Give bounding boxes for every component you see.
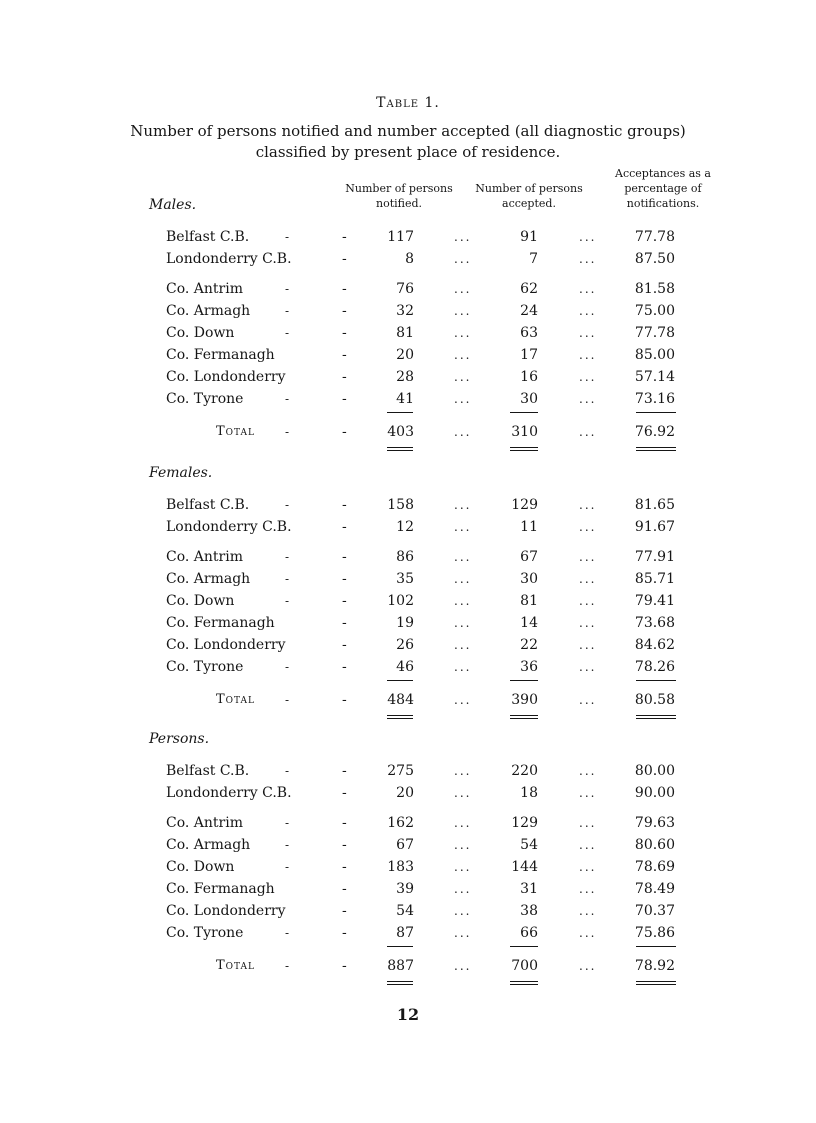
leader-dash: - — [342, 497, 347, 513]
leader-dots: ... — [579, 326, 597, 340]
place-name: Co. Fermanagh — [166, 881, 275, 897]
leader-dash: - — [342, 815, 347, 831]
total-rule — [636, 946, 676, 947]
place-name: Londonderry C.B. — [166, 519, 292, 535]
total-double-rule — [387, 715, 413, 719]
leader-dots: ... — [579, 660, 597, 674]
leader-dash: - — [342, 881, 347, 897]
total-rule — [510, 680, 538, 681]
percentage-value: 78.26 — [634, 659, 675, 675]
leader-dots: ... — [579, 252, 597, 266]
notified-value: 102 — [387, 593, 414, 609]
leader-dash: - — [342, 859, 347, 875]
percentage-value: 78.49 — [634, 881, 675, 897]
leader-dash: - — [342, 549, 347, 565]
total-double-rule — [636, 715, 676, 719]
leader-dots: ... — [454, 572, 472, 586]
percentage-value: 73.16 — [634, 391, 675, 407]
accepted-value: 31 — [520, 881, 538, 897]
leader-dots: ... — [579, 572, 597, 586]
table-row — [0, 635, 816, 655]
notified-value: 20 — [396, 785, 414, 801]
total-rule — [636, 412, 676, 413]
leader-dash: - — [342, 785, 347, 801]
leader-dots: ... — [579, 616, 597, 630]
notified-value: 887 — [387, 958, 414, 974]
leader-dash: - — [342, 837, 347, 853]
leader-dots: ... — [454, 816, 472, 830]
leader-dash: - — [342, 692, 347, 708]
place-name: Belfast C.B. — [166, 229, 250, 245]
notified-value: 484 — [387, 692, 414, 708]
caption-line-1: Number of persons notified and number accepted (all diagnostic groups) — [130, 122, 686, 140]
place-leader-dash: - — [285, 304, 290, 318]
notified-value: 54 — [396, 903, 414, 919]
percentage-value: 79.63 — [634, 815, 675, 831]
leader-dots: ... — [579, 816, 597, 830]
table-row — [0, 835, 816, 855]
total-rule — [387, 946, 413, 947]
accepted-value: 30 — [520, 391, 538, 407]
table-row — [0, 761, 816, 781]
place-leader-dash: - — [285, 693, 290, 707]
notified-value: 19 — [396, 615, 414, 631]
notified-value: 46 — [396, 659, 414, 675]
place-name: Co. Antrim — [166, 815, 243, 831]
total-rule — [510, 946, 538, 947]
leader-dots: ... — [454, 230, 472, 244]
percentage-value: 85.00 — [634, 347, 675, 363]
table-row — [0, 547, 816, 567]
table-row — [0, 923, 816, 943]
percentage-value: 76.92 — [634, 424, 675, 440]
section-title: Males. — [149, 197, 197, 213]
place-leader-dash: - — [285, 764, 290, 778]
table-row — [0, 323, 816, 343]
leader-dots: ... — [454, 326, 472, 340]
place-leader-dash: - — [285, 425, 290, 439]
place-leader-dash: - — [285, 926, 290, 940]
section-title: Females. — [149, 465, 213, 481]
leader-dots: ... — [454, 252, 472, 266]
notified-value: 76 — [396, 281, 414, 297]
leader-dots: ... — [579, 926, 597, 940]
total-double-rule — [636, 981, 676, 985]
table-row — [0, 857, 816, 877]
leader-dots: ... — [454, 904, 472, 918]
percentage-value: 90.00 — [634, 785, 675, 801]
leader-dots: ... — [454, 348, 472, 362]
place-leader-dash: - — [285, 838, 290, 852]
notified-value: 35 — [396, 571, 414, 587]
accepted-value: 81 — [520, 593, 538, 609]
accepted-value: 62 — [520, 281, 538, 297]
table-row — [0, 657, 816, 677]
table-row — [0, 227, 816, 247]
leader-dash: - — [342, 593, 347, 609]
accepted-value: 129 — [511, 815, 538, 831]
leader-dots: ... — [454, 282, 472, 296]
total-double-rule — [510, 981, 538, 985]
place-leader-dash: - — [285, 572, 290, 586]
table-row — [0, 367, 816, 387]
leader-dots: ... — [454, 882, 472, 896]
accepted-value: 14 — [520, 615, 538, 631]
leader-dash: - — [342, 303, 347, 319]
leader-dots: ... — [579, 764, 597, 778]
leader-dots: ... — [454, 304, 472, 318]
accepted-value: 24 — [520, 303, 538, 319]
place-name: Londonderry C.B. — [166, 785, 292, 801]
place-name: Co. Armagh — [166, 837, 251, 853]
notified-value: 87 — [396, 925, 414, 941]
place-name: Co. Down — [166, 859, 235, 875]
percentage-value: 78.92 — [634, 958, 675, 974]
percentage-value: 81.58 — [634, 281, 675, 297]
leader-dots: ... — [579, 520, 597, 534]
place-name: Belfast C.B. — [166, 497, 250, 513]
notified-value: 39 — [396, 881, 414, 897]
leader-dash: - — [342, 637, 347, 653]
column-header-accepted: Number of persons accepted. — [475, 182, 583, 210]
place-leader-dash: - — [285, 326, 290, 340]
percentage-value: 70.37 — [634, 903, 675, 919]
leader-dots: ... — [454, 838, 472, 852]
leader-dots: ... — [454, 498, 472, 512]
accepted-value: 18 — [520, 785, 538, 801]
percentage-value: 75.00 — [634, 303, 675, 319]
accepted-value: 22 — [520, 637, 538, 653]
leader-dash: - — [342, 615, 347, 631]
leader-dots: ... — [579, 959, 597, 973]
page-number: 12 — [396, 1005, 420, 1024]
place-name: Belfast C.B. — [166, 763, 250, 779]
notified-value: 26 — [396, 637, 414, 653]
leader-dots: ... — [454, 550, 472, 564]
caption-line-2: classified by present place of residence. — [255, 143, 561, 161]
leader-dots: ... — [579, 693, 597, 707]
percentage-value: 79.41 — [634, 593, 675, 609]
leader-dots: ... — [579, 860, 597, 874]
accepted-value: 30 — [520, 571, 538, 587]
total-double-rule — [636, 447, 676, 451]
table-row — [0, 301, 816, 321]
place-name: Co. Fermanagh — [166, 347, 275, 363]
notified-value: 41 — [396, 391, 414, 407]
notified-value: 183 — [387, 859, 414, 875]
accepted-value: 67 — [520, 549, 538, 565]
place-leader-dash: - — [285, 816, 290, 830]
place-name: Co. Tyrone — [166, 925, 244, 941]
place-leader-dash: - — [285, 392, 290, 406]
section-title: Persons. — [149, 731, 210, 747]
place-name: Co. Antrim — [166, 549, 243, 565]
notified-value: 8 — [405, 251, 414, 267]
table-row — [0, 813, 816, 833]
accepted-value: 220 — [511, 763, 538, 779]
leader-dots: ... — [454, 764, 472, 778]
percentage-value: 80.60 — [634, 837, 675, 853]
leader-dash: - — [342, 925, 347, 941]
place-leader-dash: - — [285, 550, 290, 564]
total-label: Total — [216, 958, 256, 973]
notified-value: 12 — [396, 519, 414, 535]
leader-dots: ... — [579, 638, 597, 652]
leader-dash: - — [342, 347, 347, 363]
percentage-value: 77.78 — [634, 229, 675, 245]
place-leader-dash: - — [285, 230, 290, 244]
leader-dots: ... — [454, 860, 472, 874]
percentage-value: 81.65 — [634, 497, 675, 513]
leader-dots: ... — [579, 594, 597, 608]
leader-dots: ... — [454, 786, 472, 800]
leader-dots: ... — [579, 304, 597, 318]
total-double-rule — [510, 447, 538, 451]
percentage-value: 80.00 — [634, 763, 675, 779]
leader-dash: - — [342, 519, 347, 535]
leader-dots: ... — [579, 904, 597, 918]
leader-dots: ... — [579, 838, 597, 852]
leader-dash: - — [342, 903, 347, 919]
notified-value: 117 — [387, 229, 414, 245]
notified-value: 67 — [396, 837, 414, 853]
table-row — [0, 345, 816, 365]
total-double-rule — [510, 715, 538, 719]
place-name: Co. Londonderry — [166, 637, 286, 653]
accepted-value: 54 — [520, 837, 538, 853]
leader-dots: ... — [579, 392, 597, 406]
leader-dots: ... — [454, 693, 472, 707]
place-name: Co. Fermanagh — [166, 615, 275, 631]
notified-value: 20 — [396, 347, 414, 363]
leader-dots: ... — [579, 882, 597, 896]
place-name: Co. Tyrone — [166, 659, 244, 675]
percentage-value: 75.86 — [634, 925, 675, 941]
percentage-value: 87.50 — [634, 251, 675, 267]
place-name: Co. Down — [166, 593, 235, 609]
total-row — [0, 422, 816, 442]
place-leader-dash: - — [285, 282, 290, 296]
leader-dots: ... — [579, 425, 597, 439]
total-rule — [636, 680, 676, 681]
total-double-rule — [387, 447, 413, 451]
leader-dots: ... — [579, 348, 597, 362]
table-caption — [120, 121, 696, 163]
total-rule — [510, 412, 538, 413]
leader-dots: ... — [579, 786, 597, 800]
table-row — [0, 613, 816, 633]
place-leader-dash: - — [285, 660, 290, 674]
leader-dots: ... — [454, 959, 472, 973]
notified-value: 86 — [396, 549, 414, 565]
column-header-percentage: Acceptances as a percentage of notifications. — [615, 167, 711, 210]
total-row — [0, 690, 816, 710]
leader-dash: - — [342, 958, 347, 974]
total-double-rule — [387, 981, 413, 985]
accepted-value: 11 — [520, 519, 538, 535]
leader-dash: - — [342, 369, 347, 385]
leader-dots: ... — [454, 660, 472, 674]
total-rule — [387, 680, 413, 681]
leader-dash: - — [342, 571, 347, 587]
place-leader-dash: - — [285, 860, 290, 874]
leader-dots: ... — [579, 370, 597, 384]
table-row — [0, 783, 816, 803]
leader-dots: ... — [579, 550, 597, 564]
leader-dots: ... — [454, 425, 472, 439]
notified-value: 275 — [387, 763, 414, 779]
place-leader-dash: - — [285, 594, 290, 608]
notified-value: 81 — [396, 325, 414, 341]
place-leader-dash: - — [285, 498, 290, 512]
percentage-value: 91.67 — [634, 519, 675, 535]
accepted-value: 91 — [520, 229, 538, 245]
percentage-value: 80.58 — [634, 692, 675, 708]
percentage-value: 77.91 — [634, 549, 675, 565]
table-row — [0, 517, 816, 537]
notified-value: 158 — [387, 497, 414, 513]
accepted-value: 310 — [511, 424, 538, 440]
accepted-value: 38 — [520, 903, 538, 919]
place-name: Co. Down — [166, 325, 235, 341]
place-name: Co. Armagh — [166, 303, 251, 319]
table-row — [0, 901, 816, 921]
accepted-value: 17 — [520, 347, 538, 363]
table-row — [0, 591, 816, 611]
percentage-value: 77.78 — [634, 325, 675, 341]
accepted-value: 390 — [511, 692, 538, 708]
leader-dash: - — [342, 391, 347, 407]
leader-dash: - — [342, 325, 347, 341]
table-row — [0, 569, 816, 589]
place-name: Co. Tyrone — [166, 391, 244, 407]
place-name: Co. Armagh — [166, 571, 251, 587]
place-name: Co. Londonderry — [166, 369, 286, 385]
table-row — [0, 879, 816, 899]
leader-dots: ... — [454, 594, 472, 608]
leader-dash: - — [342, 251, 347, 267]
leader-dash: - — [342, 763, 347, 779]
leader-dash: - — [342, 229, 347, 245]
leader-dots: ... — [454, 520, 472, 534]
accepted-value: 66 — [520, 925, 538, 941]
accepted-value: 63 — [520, 325, 538, 341]
accepted-value: 144 — [511, 859, 538, 875]
notified-value: 32 — [396, 303, 414, 319]
total-label: Total — [216, 692, 256, 707]
leader-dash: - — [342, 659, 347, 675]
percentage-value: 84.62 — [634, 637, 675, 653]
table-label: Table 1. — [376, 95, 440, 111]
notified-value: 403 — [387, 424, 414, 440]
percentage-value: 78.69 — [634, 859, 675, 875]
table-row — [0, 389, 816, 409]
accepted-value: 16 — [520, 369, 538, 385]
leader-dash: - — [342, 424, 347, 440]
place-name: Co. Antrim — [166, 281, 243, 297]
total-label: Total — [216, 424, 256, 439]
table-row — [0, 495, 816, 515]
accepted-value: 700 — [511, 958, 538, 974]
accepted-value: 129 — [511, 497, 538, 513]
column-header-notified: Number of persons notified. — [345, 182, 453, 210]
place-name: Co. Londonderry — [166, 903, 286, 919]
leader-dots: ... — [579, 230, 597, 244]
total-rule — [387, 412, 413, 413]
accepted-value: 36 — [520, 659, 538, 675]
place-name: Londonderry C.B. — [166, 251, 292, 267]
leader-dots: ... — [579, 282, 597, 296]
leader-dash: - — [342, 281, 347, 297]
percentage-value: 85.71 — [634, 571, 675, 587]
notified-value: 28 — [396, 369, 414, 385]
leader-dots: ... — [454, 392, 472, 406]
leader-dots: ... — [454, 616, 472, 630]
notified-value: 162 — [387, 815, 414, 831]
percentage-value: 57.14 — [634, 369, 675, 385]
leader-dots: ... — [579, 498, 597, 512]
table-row — [0, 279, 816, 299]
percentage-value: 73.68 — [634, 615, 675, 631]
leader-dots: ... — [454, 370, 472, 384]
accepted-value: 7 — [529, 251, 538, 267]
leader-dots: ... — [454, 638, 472, 652]
total-row — [0, 956, 816, 976]
table-row — [0, 249, 816, 269]
leader-dots: ... — [454, 926, 472, 940]
place-leader-dash: - — [285, 959, 290, 973]
